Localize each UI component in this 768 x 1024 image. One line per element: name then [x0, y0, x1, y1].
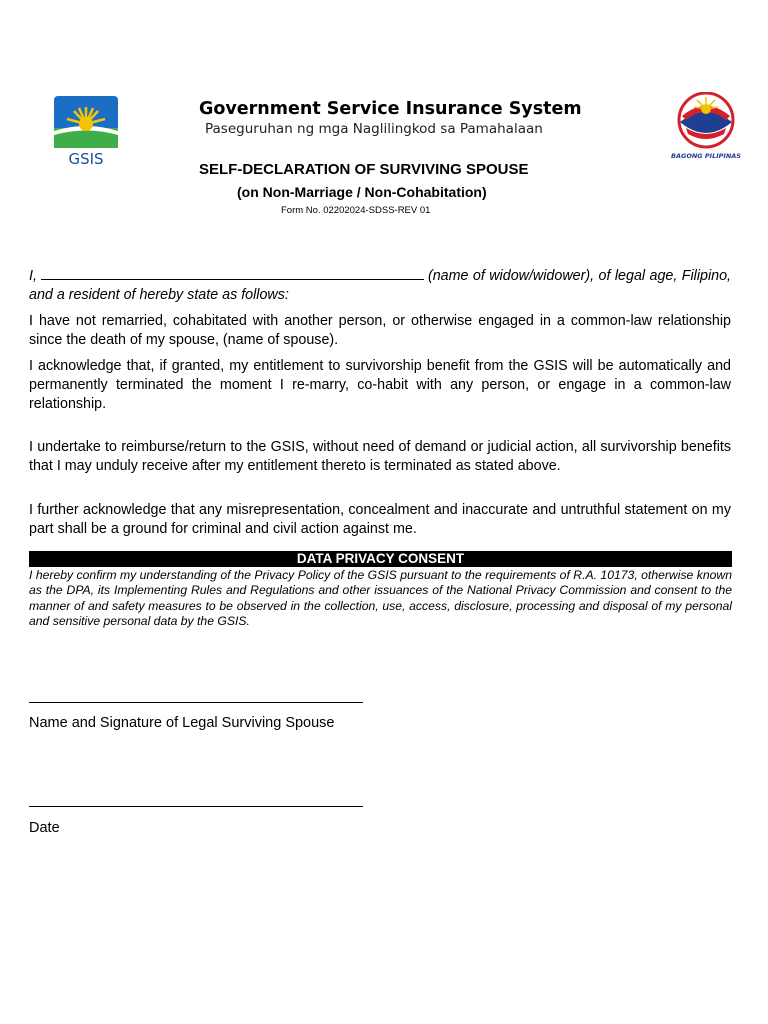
- gsis-logo: [52, 95, 120, 167]
- signature-line[interactable]: [29, 702, 363, 703]
- intro-suffix: (name of widow/widower), of legal age, Filipino, and a resident of hereby state as follows:: [29, 268, 731, 303]
- name-of-widow-blank[interactable]: [41, 266, 424, 280]
- signature-label: Name and Signature of Legal Surviving Spouse: [29, 715, 335, 731]
- form-subtitle: (on Non-Marriage / Non-Cohabitation): [237, 184, 487, 200]
- org-name: Government Service Insurance System: [199, 99, 582, 119]
- org-subtitle: Paseguruhan ng mga Naglilingkod sa Pamahalaan: [205, 121, 543, 137]
- date-line[interactable]: [29, 806, 363, 807]
- paragraph-not-remarried: I have not remarried, cohabitated with another person, or otherwise engaged in a common-law relationship since the death of my spouse, (name of spouse).: [29, 313, 731, 348]
- intro-prefix: I,: [29, 268, 37, 284]
- bagong-pilipinas-logo: [666, 92, 746, 160]
- gsis-logo-text: GSIS: [68, 150, 104, 167]
- intro-statement: [29, 266, 731, 305]
- paragraph-reimburse: I undertake to reimburse/return to the GSIS, without need of demand or judicial action, all survivorship benefits that I may unduly receive after my entitlement thereto is terminated as stated above.: [29, 439, 731, 474]
- privacy-heading: DATA PRIVACY CONSENT: [29, 551, 732, 567]
- privacy-text: I hereby confirm my understanding of the Privacy Policy of the GSIS pursuant to the requirements of R.A. 10173, otherwise known as the DPA, its Implementing Rules and Regulations and other issuances of the National Privacy Commission and consent to the manner of and safety measures to be observed in the collection, use, access, disclosure, processing and disposal of my personal and sensitive personal data by the GSIS.: [29, 568, 732, 629]
- form-title: SELF-DECLARATION OF SURVIVING SPOUSE: [199, 161, 529, 178]
- form-number: Form No. 02202024-SDSS-REV 01: [281, 205, 431, 216]
- paragraph-misrepresentation: I further acknowledge that any misrepresentation, concealment and inaccurate and untruthful statement on my part shall be a ground for criminal and civil action against me.: [29, 502, 731, 537]
- date-label: Date: [29, 820, 60, 836]
- bp-logo-text: BAGONG PILIPINAS: [671, 152, 741, 160]
- paragraph-acknowledge-termination: I acknowledge that, if granted, my entitlement to survivorship benefit from the GSIS will be automatically and permanently terminated the moment I re-marry, co-habit with any person, or engage in a common-law relationship.: [29, 358, 731, 412]
